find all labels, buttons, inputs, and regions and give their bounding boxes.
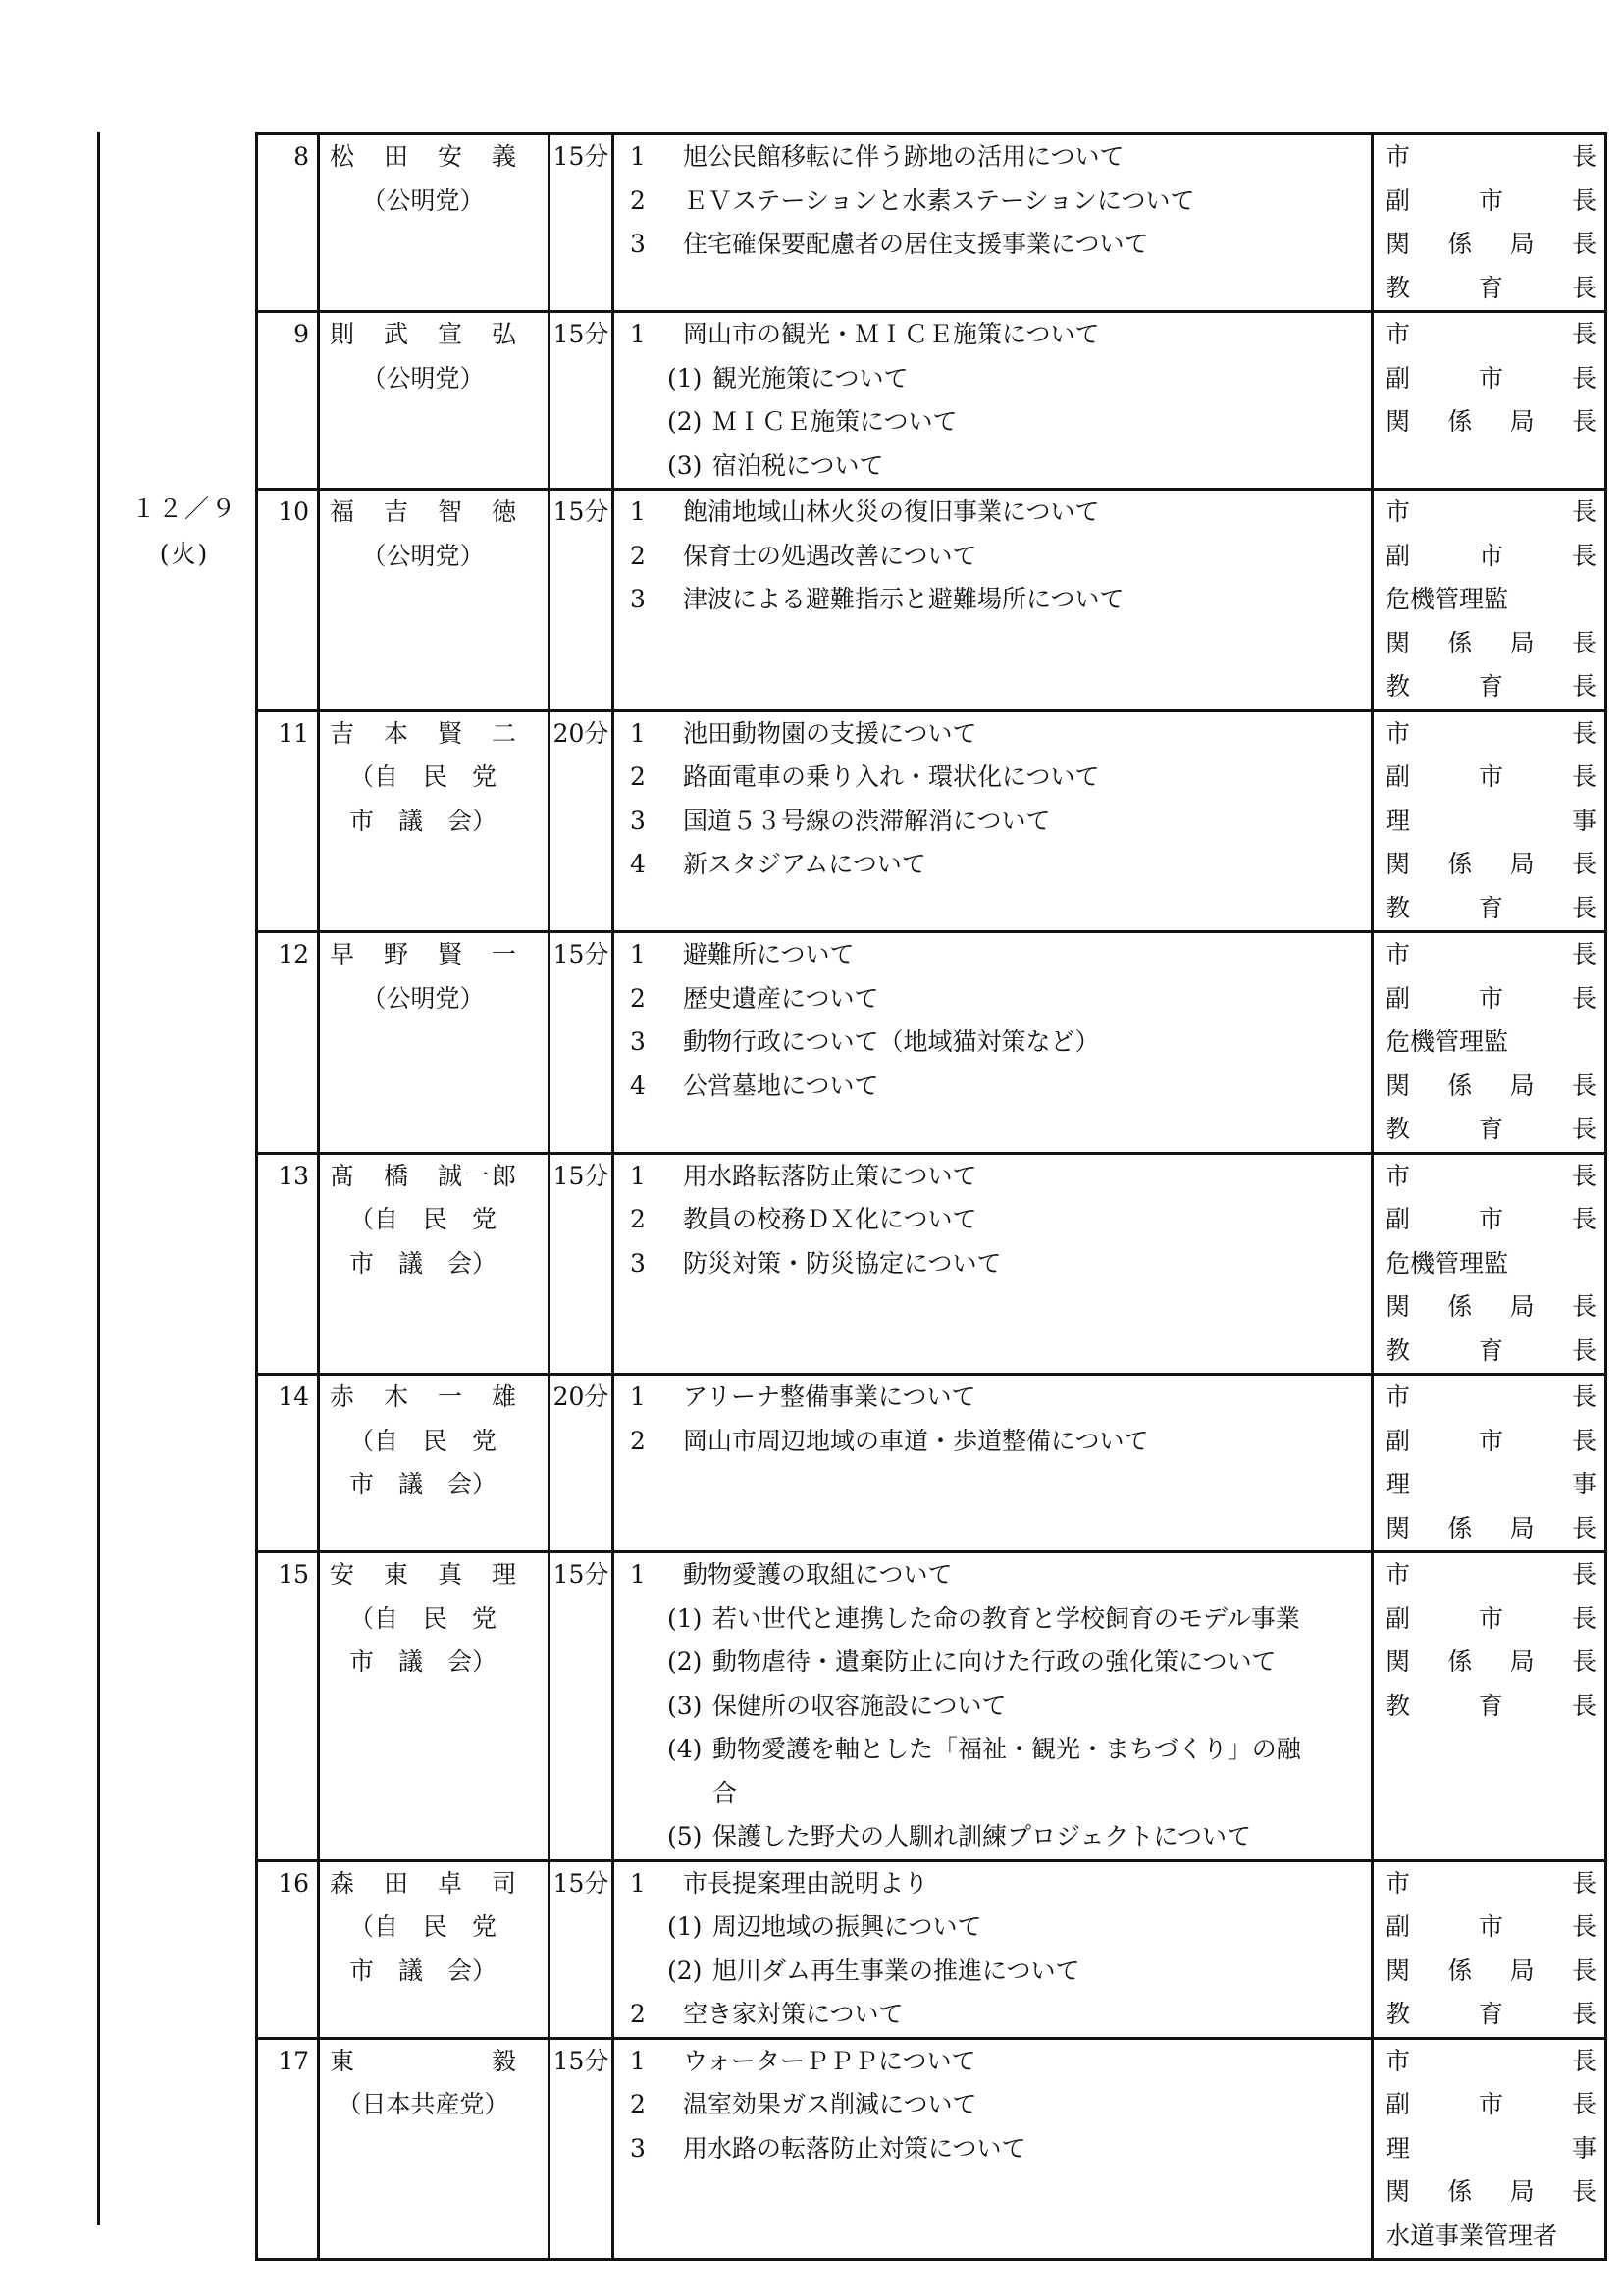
question-topics-cell: [613, 1375, 1373, 1552]
answerer-title: 市長: [1386, 1161, 1597, 1190]
questioner-name: 則 武 宣 弘: [330, 320, 516, 348]
question-number: 1: [630, 1868, 646, 1898]
question-item: [630, 313, 1371, 357]
question-number: 3: [630, 806, 646, 835]
question-item: [630, 578, 1371, 622]
question-text: 保育士の処遇改善について: [683, 541, 977, 570]
question-topics-cell: [613, 490, 1373, 711]
question-item: [630, 135, 1371, 180]
question-item: [630, 1862, 1371, 1906]
answerer-title: 市長: [1386, 497, 1597, 526]
answerer-title: 関係局長: [1386, 1070, 1597, 1100]
question-subitem: [630, 1815, 1371, 1859]
question-topics-cell: [613, 2038, 1373, 2260]
answerer-title: 関係局長: [1386, 230, 1597, 258]
question-text: 教員の校務ＤＸ化について: [683, 1205, 977, 1233]
question-text: 動物愛護を軸とした「福祉・観光・まちづくり」の融: [712, 1735, 1301, 1763]
answerer-title: 関係局長: [1386, 850, 1597, 878]
questioner-name: 松 田 安 義: [330, 142, 516, 171]
answerers-cell: [1373, 932, 1606, 1154]
question-number: 2: [630, 983, 646, 1013]
question-number: 2: [630, 2090, 646, 2118]
table-row: [257, 1375, 1606, 1552]
question-number: 3: [630, 1248, 646, 1278]
question-number: 1: [630, 1560, 646, 1589]
answerer-title: 危機管理監: [1386, 1248, 1509, 1278]
question-topics-cell: [613, 1860, 1373, 2038]
answerers-cell: [1373, 2038, 1606, 2260]
question-topics-cell: [613, 710, 1373, 932]
question-text: 岡山市の観光・ＭＩＣＥ施策について: [683, 320, 1100, 348]
question-item: [630, 2040, 1371, 2084]
question-text: 岡山市周辺地域の車道・歩道整備について: [683, 1426, 1149, 1455]
speaking-time: 15分: [550, 312, 613, 490]
question-subitem: [630, 357, 1371, 401]
question-number: 1: [630, 2046, 646, 2075]
question-item: [630, 800, 1371, 844]
question-number: 3: [630, 585, 646, 613]
question-subitem: [630, 444, 1371, 489]
question-order-number: 9: [257, 312, 319, 490]
question-item: [630, 535, 1371, 579]
answerer-title: 副市長: [1386, 1912, 1597, 1941]
question-topics-cell: [613, 312, 1373, 490]
answerers-cell: [1373, 1375, 1606, 1552]
question-item: [630, 977, 1371, 1021]
question-text: 新スタジアムについて: [683, 850, 926, 878]
question-number: 1: [630, 497, 646, 526]
question-number: 2: [630, 1205, 646, 1233]
question-text: 歴史遺産について: [683, 983, 879, 1013]
questioner-name: 森 田 卓 司: [330, 1868, 516, 1898]
table-row: [257, 490, 1606, 711]
question-text: 市長提案理由説明より: [683, 1868, 929, 1898]
party-label: （自 民 党: [348, 1205, 497, 1233]
question-order-number: 13: [257, 1153, 319, 1375]
questioner-name: 吉 本 賢 二: [330, 718, 516, 748]
question-order-number: 12: [257, 932, 319, 1154]
party-label: （自 民 党: [348, 1912, 497, 1941]
question-item: [630, 1993, 1371, 2037]
question-text: 観光施策について: [712, 363, 909, 392]
question-text: 路面電車の乗り入れ・環状化について: [683, 762, 1100, 791]
answerer-title: 関係局長: [1386, 628, 1597, 657]
party-label: （自 民 党: [348, 762, 497, 791]
questioner-cell: [319, 1375, 550, 1552]
question-text: アリーナ整備事業について: [683, 1383, 976, 1411]
question-number: 2: [630, 1426, 646, 1455]
question-text: 旭公民館移転に伴う跡地の活用について: [683, 142, 1125, 171]
answerer-title: 理事: [1386, 1470, 1597, 1498]
answerer-title: 副市長: [1386, 762, 1597, 791]
questioner-name: 安 東 真 理: [330, 1560, 516, 1589]
question-text: 温室効果ガス削減について: [683, 2090, 977, 2118]
date-label: １２／９: [131, 495, 237, 523]
subitem-number: (3): [667, 450, 703, 480]
questioner-name: 早 野 賢 一: [330, 940, 516, 968]
table-row: [257, 1552, 1606, 1861]
subitem-number: (2): [667, 1956, 703, 1985]
question-text: 動物行政について（地域猫対策など）: [683, 1027, 1100, 1056]
answerer-title: 市長: [1386, 320, 1597, 348]
question-number: 3: [630, 230, 646, 258]
question-number: 3: [630, 1027, 646, 1056]
party-label: 市 議 会）: [348, 1470, 497, 1498]
question-item: [630, 1420, 1371, 1464]
question-subitem: [630, 1685, 1371, 1729]
question-text: 防災対策・防災協定について: [683, 1248, 1002, 1278]
question-order-number: 8: [257, 134, 319, 312]
date-column-rule: [97, 132, 100, 2225]
question-item: [630, 223, 1371, 267]
party-label: 市 議 会）: [348, 1956, 497, 1985]
question-subitem: [630, 1905, 1371, 1950]
questioner-cell: [319, 312, 550, 490]
question-item: [630, 933, 1371, 977]
table-row: [257, 134, 1606, 312]
questioner-cell: [319, 134, 550, 312]
question-text: 公営墓地について: [683, 1070, 879, 1100]
subitem-number: (1): [667, 1603, 703, 1633]
answerer-title: 副市長: [1386, 541, 1597, 570]
table-row: [257, 1860, 1606, 2038]
questioner-name: 東 毅: [330, 2046, 516, 2075]
questioner-cell: [319, 1552, 550, 1861]
questioner-name: 髙 橋 誠一郎: [330, 1161, 516, 1190]
answerer-title: 水道事業管理者: [1386, 2220, 1558, 2250]
question-order-number: 15: [257, 1552, 319, 1861]
question-number: 2: [630, 762, 646, 791]
question-subitem: [630, 400, 1371, 444]
questioner-cell: [319, 1153, 550, 1375]
question-item: [630, 1155, 1371, 1199]
question-item: [630, 2083, 1371, 2127]
answerer-title: 教育長: [1386, 273, 1597, 302]
answerer-title: 市長: [1386, 142, 1597, 171]
question-text: ＭＩＣＥ施策について: [712, 407, 958, 436]
question-item: [630, 1553, 1371, 1597]
subitem-number: (2): [667, 1647, 703, 1676]
questioner-cell: [319, 710, 550, 932]
subitem-number: (1): [667, 363, 703, 392]
question-text: 避難所について: [683, 940, 855, 968]
answerer-title: 関係局長: [1386, 1292, 1597, 1321]
question-continuation: [630, 1772, 1371, 1816]
answerer-title: 副市長: [1386, 1426, 1597, 1455]
questioner-cell: [319, 490, 550, 711]
question-order-number: 11: [257, 710, 319, 932]
question-number: 2: [630, 2000, 646, 2028]
party-label: （自 民 党: [348, 1426, 497, 1455]
question-text: 若い世代と連携した命の教育と学校飼育のモデル事業: [712, 1603, 1300, 1633]
question-item: [630, 712, 1371, 757]
answerer-title: 教育長: [1386, 893, 1597, 922]
answerer-title: 副市長: [1386, 983, 1597, 1013]
answerer-title: 危機管理監: [1386, 1027, 1509, 1056]
question-number: 1: [630, 718, 646, 748]
answerer-title: 関係局長: [1386, 1956, 1597, 1985]
question-text: 周辺地域の振興について: [712, 1912, 982, 1941]
speaking-time: 20分: [550, 1375, 613, 1552]
question-number: 4: [630, 850, 646, 878]
speaking-time: 15分: [550, 2038, 613, 2260]
answerer-title: 関係局長: [1386, 1647, 1597, 1676]
question-number: 3: [630, 2133, 646, 2163]
answerer-title: 市長: [1386, 1383, 1597, 1411]
answerer-title: 副市長: [1386, 2090, 1597, 2118]
party-label: （公明党）: [361, 185, 485, 215]
question-number: 1: [630, 1161, 646, 1190]
answerer-title: 市長: [1386, 718, 1597, 748]
answerer-title: 関係局長: [1386, 407, 1597, 436]
question-topics-cell: [613, 134, 1373, 312]
party-label: （公明党）: [361, 541, 485, 570]
weekday-label: (火): [159, 540, 210, 568]
answerers-cell: [1373, 1552, 1606, 1861]
answerers-cell: [1373, 1860, 1606, 2038]
answerer-title: 危機管理監: [1386, 585, 1509, 613]
question-text: ウォーターＰＰＰについて: [683, 2046, 976, 2075]
question-number: 1: [630, 1383, 646, 1411]
answerer-title: 副市長: [1386, 363, 1597, 392]
question-text: 空き家対策について: [683, 2000, 904, 2028]
answerers-cell: [1373, 312, 1606, 490]
question-topics-cell: [613, 1153, 1373, 1375]
question-text: 国道５３号線の渋滞解消について: [683, 806, 1051, 835]
answerer-title: 副市長: [1386, 1603, 1597, 1633]
question-item: [630, 1376, 1371, 1420]
questioner-cell: [319, 2038, 550, 2260]
question-text: ＥＶステーションと水素ステーションについて: [683, 185, 1195, 215]
question-order-number: 17: [257, 2038, 319, 2260]
subitem-number: (5): [667, 1822, 703, 1851]
questioner-cell: [319, 1860, 550, 2038]
answerers-cell: [1373, 1153, 1606, 1375]
answerer-title: 理事: [1386, 806, 1597, 835]
question-text: 動物虐待・遺棄防止に向けた行政の強化策について: [712, 1647, 1277, 1676]
party-label: 市 議 会）: [348, 1248, 497, 1278]
table-row: [257, 312, 1606, 490]
answerer-title: 教育長: [1386, 1115, 1597, 1143]
answerer-title: 教育長: [1386, 1691, 1597, 1720]
question-text: 宿泊税について: [712, 450, 884, 480]
speaking-time: 15分: [550, 1153, 613, 1375]
question-subitem: [630, 1597, 1371, 1642]
question-text: 保健所の収容施設について: [712, 1691, 1007, 1720]
answerer-title: 教育長: [1386, 2000, 1597, 2028]
subitem-number: (1): [667, 1912, 703, 1941]
answerer-title: 関係局長: [1386, 2177, 1597, 2206]
question-item: [630, 1242, 1371, 1286]
table-body: [257, 134, 1606, 2260]
subitem-number: (4): [667, 1735, 703, 1763]
question-item: [630, 1020, 1371, 1065]
question-number: 1: [630, 940, 646, 968]
party-label: （日本共産党）: [337, 2090, 509, 2118]
answerer-title: 教育長: [1386, 672, 1597, 701]
subitem-number: (3): [667, 1691, 703, 1720]
question-subitem: [630, 1950, 1371, 1994]
table-row: [257, 1153, 1606, 1375]
answerer-title: 市長: [1386, 2046, 1597, 2075]
speaking-time: 15分: [550, 1552, 613, 1861]
answerer-title: 教育長: [1386, 1335, 1597, 1365]
speaking-time: 15分: [550, 134, 613, 312]
party-label: 市 議 会）: [348, 806, 497, 835]
subitem-number: (2): [667, 407, 703, 436]
question-topics-cell: [613, 1552, 1373, 1861]
party-label: （自 民 党: [348, 1603, 497, 1633]
answerer-title: 市長: [1386, 1868, 1597, 1898]
question-text: 用水路の転落防止対策について: [683, 2133, 1026, 2163]
question-text: 住宅確保要配慮者の居住支援事業について: [683, 230, 1149, 258]
speaking-time: 15分: [550, 932, 613, 1154]
question-text: 旭川ダム再生事業の推進について: [712, 1956, 1080, 1985]
question-number: 4: [630, 1070, 646, 1100]
questioner-name: 福 吉 智 徳: [330, 497, 516, 526]
question-number: 1: [630, 142, 646, 171]
question-order-number: 14: [257, 1375, 319, 1552]
questioner-name: 赤 木 一 雄: [330, 1383, 516, 1411]
question-text: 合: [712, 1778, 738, 1807]
question-text: 津波による避難指示と避難場所について: [683, 585, 1125, 613]
answerer-title: 市長: [1386, 940, 1597, 968]
speaking-time: 15分: [550, 490, 613, 711]
table-row: [257, 2038, 1606, 2260]
answerer-title: 関係局長: [1386, 1513, 1597, 1542]
question-topics-cell: [613, 932, 1373, 1154]
speaking-time: 15分: [550, 1860, 613, 2038]
question-item: [630, 1065, 1371, 1109]
party-label: （公明党）: [361, 983, 485, 1013]
speaking-time: 20分: [550, 710, 613, 932]
table-row: [257, 932, 1606, 1154]
question-order-number: 10: [257, 490, 319, 711]
question-item: [630, 2127, 1371, 2171]
question-number: 2: [630, 185, 646, 215]
answerer-title: 副市長: [1386, 1205, 1597, 1233]
question-number: 2: [630, 541, 646, 570]
question-text: 動物愛護の取組について: [683, 1560, 953, 1589]
date-cell: [116, 487, 253, 577]
answerer-title: 理事: [1386, 2133, 1597, 2163]
answerers-cell: [1373, 490, 1606, 711]
question-item: [630, 180, 1371, 224]
question-item: [630, 756, 1371, 800]
party-label: 市 議 会）: [348, 1647, 497, 1676]
question-subitem: [630, 1728, 1371, 1772]
party-label: （公明党）: [361, 363, 485, 392]
question-subitem: [630, 1641, 1371, 1685]
answerers-cell: [1373, 134, 1606, 312]
question-order-number: 16: [257, 1860, 319, 2038]
question-text: 池田動物園の支援について: [683, 718, 977, 748]
question-item: [630, 491, 1371, 535]
answerer-title: 市長: [1386, 1560, 1597, 1589]
question-number: 1: [630, 320, 646, 348]
questioner-cell: [319, 932, 550, 1154]
question-schedule-table: [255, 132, 1607, 2261]
question-text: 保護した野犬の人馴れ訓練プロジェクトについて: [712, 1822, 1252, 1851]
question-text: 用水路転落防止策について: [683, 1161, 977, 1190]
answerer-title: 副市長: [1386, 185, 1597, 215]
question-item: [630, 1198, 1371, 1242]
question-item: [630, 843, 1371, 887]
question-text: 飽浦地域山林火災の復旧事業について: [683, 497, 1100, 526]
table-row: [257, 710, 1606, 932]
answerers-cell: [1373, 710, 1606, 932]
